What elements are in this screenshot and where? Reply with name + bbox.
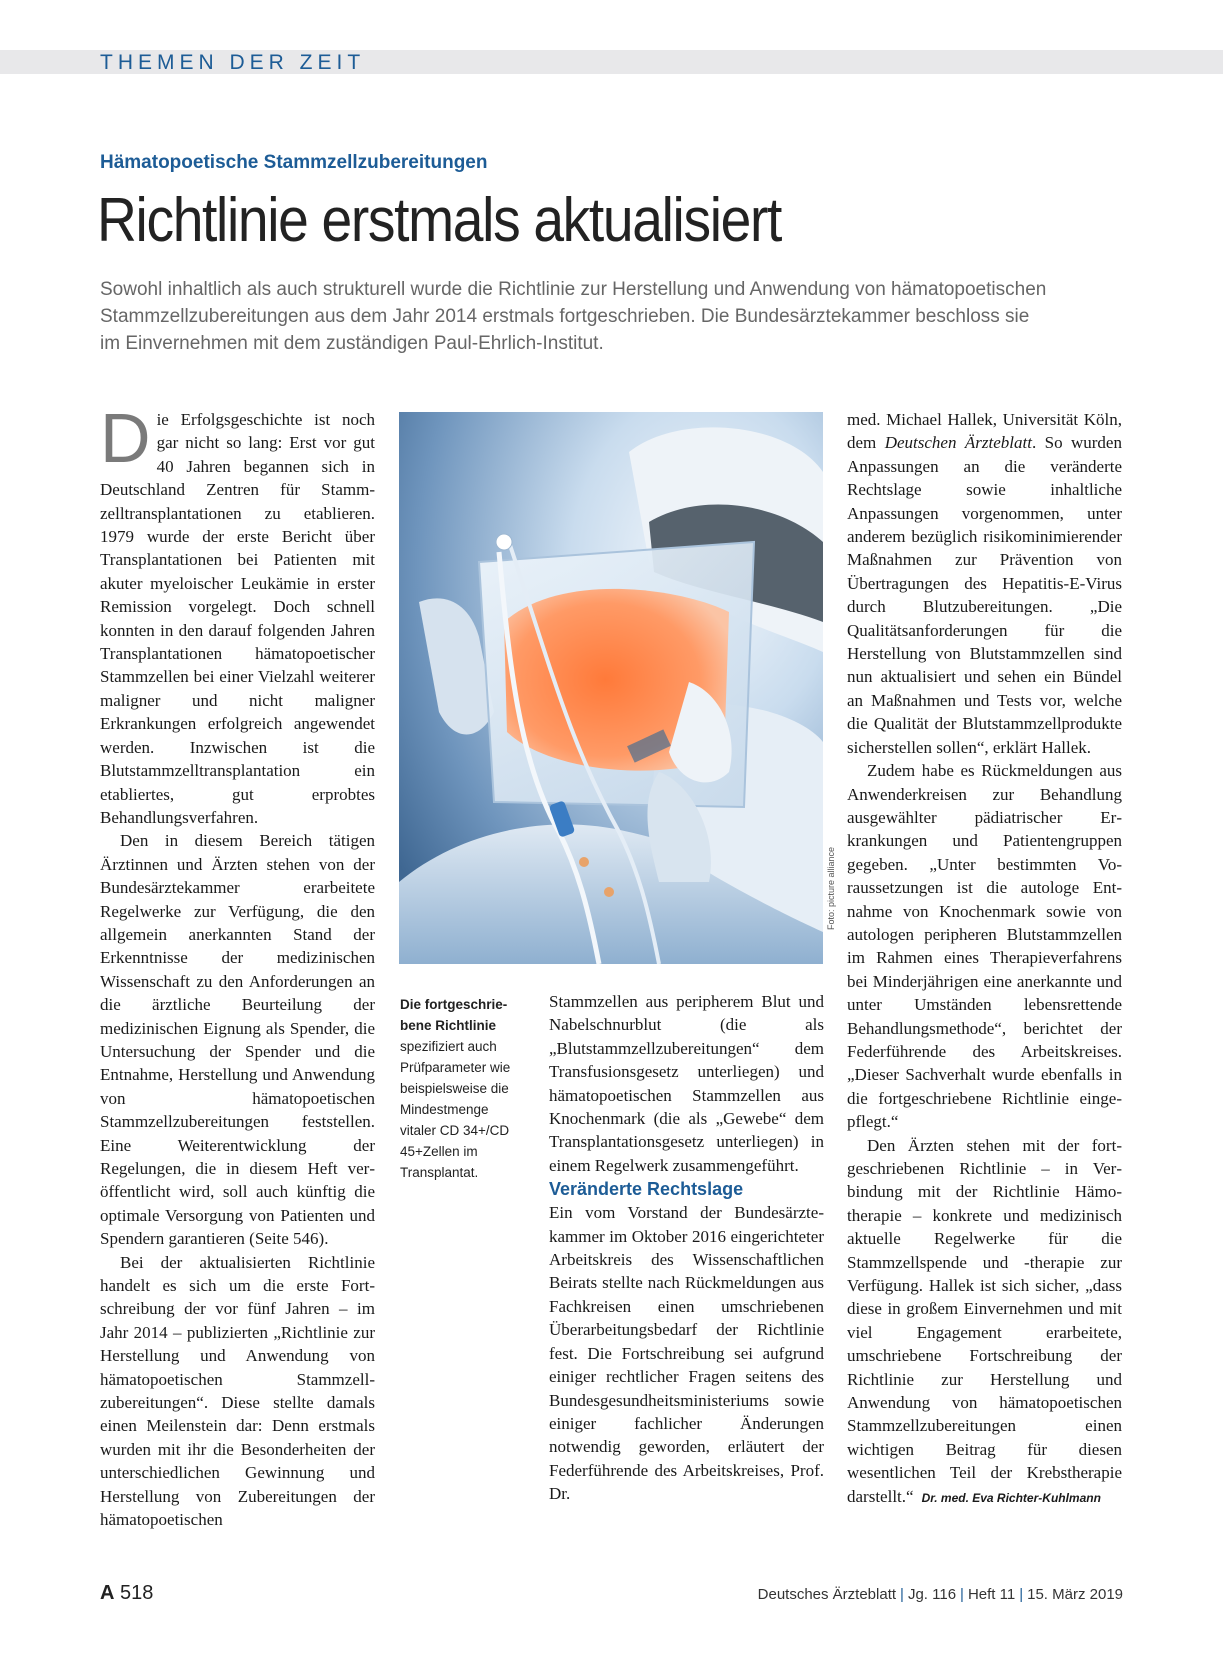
- page-prefix: A: [100, 1582, 115, 1604]
- separator: |: [900, 1586, 904, 1603]
- paragraph: [847, 408, 1122, 759]
- section-subhead: Veränderte Rechtslage: [549, 1179, 744, 1200]
- paragraph: Ein vom Vorstand der Bundesärztekammer im Oktober 2016 eingerichteter Arbeitskreis des Wissenschaftlichen Beirats stellte nach Rückmeldungen aus Fachkreisen einen umschriebenen Überarbeitungsbedarf der Richtlinie fest. Die Fortschreibung sei aufgrund einiger rechtlicher Fragen seitens des Bundesgesundheitsministeriums sowie einiger fachlicher Änderungen notwendig geworden, erläutert der Federführende des Arbeitskreises, Prof. Dr.: [549, 1203, 824, 1504]
- paragraph: Zudem habe es Rückmeldungen aus Anwenderkreisen zur Behandlung ausgewählter pädiatrischer Erkrankungen und Patientengruppen gegeben. „Unter bestimmten Voraussetzungen ist die autologe Entnahme von Knochenmark sowie von autologen peripheren Blutstammzellen im Rahmen eines Therapieverfahrens bei Minderjährigen eine anerkannte und unter Umständen lebensrettende Behandlungsmethode“, berichtet der Federführende des Arbeitskreises. „Dieser Sachverhalt wurde ebenfalls in die fortgeschriebene Richtlinie eingepflegt.“: [847, 761, 1122, 1132]
- article-lead: [100, 276, 1135, 357]
- paragraph-text: ie Erfolgsgeschichte ist noch gar nicht so lang: Erst vor gut 40 Jahren begannen sich in Deutschland Zentren für Stammzelltransplantationen zu etablieren. 1979 wurde der erste Bericht über Transplantationen bei Patienten mit akuter myeloischer Leukämie in erster Remission vorgelegt. Doch schnell konnten in den darauf folgenden Jahren Transplantationen hämatopoetischer Stammzellen bei einer Vielzahl weiterer maligner und nicht maligner Erkrankungen erfolgreich angewendet werden. Inzwischen ist die Blutstammzelltransplantation ein etabliertes, gut erprobtes Behandlungsverfahren.: [100, 410, 375, 827]
- article-column-3: [847, 408, 1122, 1510]
- journal-name: Deutsches Ärzteblatt: [757, 1586, 897, 1603]
- article-kicker: Hämatopoetische Stammzellzubereitungen: [100, 152, 488, 173]
- paragraph: [100, 399, 375, 829]
- journal-info: [758, 1586, 1123, 1603]
- photo-credit: Foto: picture alliance: [826, 846, 836, 930]
- paragraph: Den in diesem Bereich tätigen Ärztinnen und Ärzten stehen von der Bundesärztekammer erarbeitete Regelwerke zur Verfügung, die den allgemein anerkannten Stand der Erkenntnisse der medizinischen Wissenschaft zu den Anforderungen an die ärztliche Beurteilung der medizinischen Eignung als Spender, die Untersuchung der Spender und die Entnahme, Herstellung und Anwendung von hämatopoetischen Stammzellzubereitungen feststellen. Eine Weiterentwicklung der Regelungen, die in diesem Heft veröffentlicht wird, soll auch künftig die optimale Versorgung von Patienten und Spendern garantieren (Seite 546).: [100, 831, 375, 1249]
- lead-line: Stammzellzubereitungen aus dem Jahr 2014 erstmals fortgeschrieben. Die Bundesärztekammer beschloss sie: [100, 306, 1030, 327]
- paragraph-text: Den Ärzten stehen mit der fortgeschriebenen Richtlinie – in Verbindung mit der Richtlinie Hämotherapie – konkrete und medizinisch aktuelle Regelwerke für die Stammzellspende und -therapie zur Verfügung. Hallek ist sich sicher, „dass diese in großem Einvernehmen und mit viel Engagement erarbeitete, umschriebene Fortschreibung der Richtlinie zur Herstellung und Anwendung von hämatopoetischen Stammzellzubereitungen einen wichtigen Beitrag für diesen wesentlichen Teil der Krebstherapie darstellt.“: [847, 1135, 1122, 1506]
- author-name: Dr. med. Eva Richter-Kuhlmann: [921, 1490, 1101, 1505]
- article-title: Richtlinie erstmals aktualisiert: [97, 186, 782, 255]
- publication-name: Deutschen Ärzteblatt: [884, 433, 1032, 453]
- drop-cap: D: [100, 399, 151, 477]
- journal-issue: Heft 11: [967, 1586, 1016, 1603]
- paragraph-text: med. Michael Hallek, Universität Köln, dem: [847, 410, 1122, 453]
- paragraph-text: . So wurden Anpassungen an die veränderte Rechtslage sowie inhaltliche Anpassungen vorgenommen, unter anderem bezüglich risikominimierender Maßnahmen zur Prävention von Übertragungen des Hepatitis-E-Virus durch Blutzubereitungen. „Die Qualitätsanforderungen für die Herstellung von Blutstammzellen sind nun aktualisiert und sehen ein Bündel an Maßnahmen und Tests vor, welche die Qualität der Blutstammzellprodukte sicherstellen sollen“, erklärt Hallek.: [847, 433, 1122, 757]
- paragraph: [847, 1134, 1122, 1511]
- separator: |: [960, 1586, 964, 1603]
- page-number-value: 518: [120, 1582, 154, 1604]
- article-photo: [399, 412, 823, 964]
- journal-date: 15. März 2019: [1027, 1586, 1123, 1603]
- paragraph: Bei der aktualisierten Richtlinie handelt es sich um die erste Fortschreibung der vor fünf Jahren – im Jahr 2014 – publizierten „Richtlinie zur Herstellung und Anwendung von hämatopoetischen Stammzellzubereitungen“. Diese stellte damals einen Meilenstein dar: Denn erstmals wurden mit ihr die Besonderheiten der unterschiedlichen Gewinnung und Herstellung von Zubereitungen der hämatopoetischen: [100, 1252, 375, 1530]
- caption-bold: Die fortgeschriebene Richtlinie: [400, 997, 508, 1033]
- caption-text: spezifiziert auch Prüfparameter wie beispielsweise die Mindestmenge vitaler CD 34+/CD 45+Zellen im Transplantat.: [400, 1039, 511, 1180]
- separator: |: [1019, 1586, 1024, 1603]
- photo-caption: [400, 994, 520, 1183]
- lead-line: im Einvernehmen mit dem zuständigen Paul-Ehrlich-Institut.: [100, 333, 604, 354]
- paragraph: Stammzellen aus peripherem Blut und Nabelschnurblut (die als „Blutstammzellzubereitungen“ dem Transfusionsgesetz unterliegen) und hämatopoetischen Stammzellen aus Knochenmark (die als „Gewebe“ dem Transplantationsgesetz unterliegen) in einem Regelwerk zusammengeführt.: [549, 992, 824, 1175]
- article-column-2: [549, 990, 824, 1506]
- section-label: THEMEN DER ZEIT: [100, 51, 366, 74]
- article-column-1: [100, 399, 375, 1532]
- page-number: [100, 1582, 153, 1605]
- journal-volume: Jg. 116: [907, 1586, 957, 1603]
- lead-line: Sowohl inhaltlich als auch strukturell wurde die Richtlinie zur Herstellung und Anwendung von hämatopoetischen: [100, 279, 1047, 300]
- stem-cell-bag-photo: [399, 412, 823, 964]
